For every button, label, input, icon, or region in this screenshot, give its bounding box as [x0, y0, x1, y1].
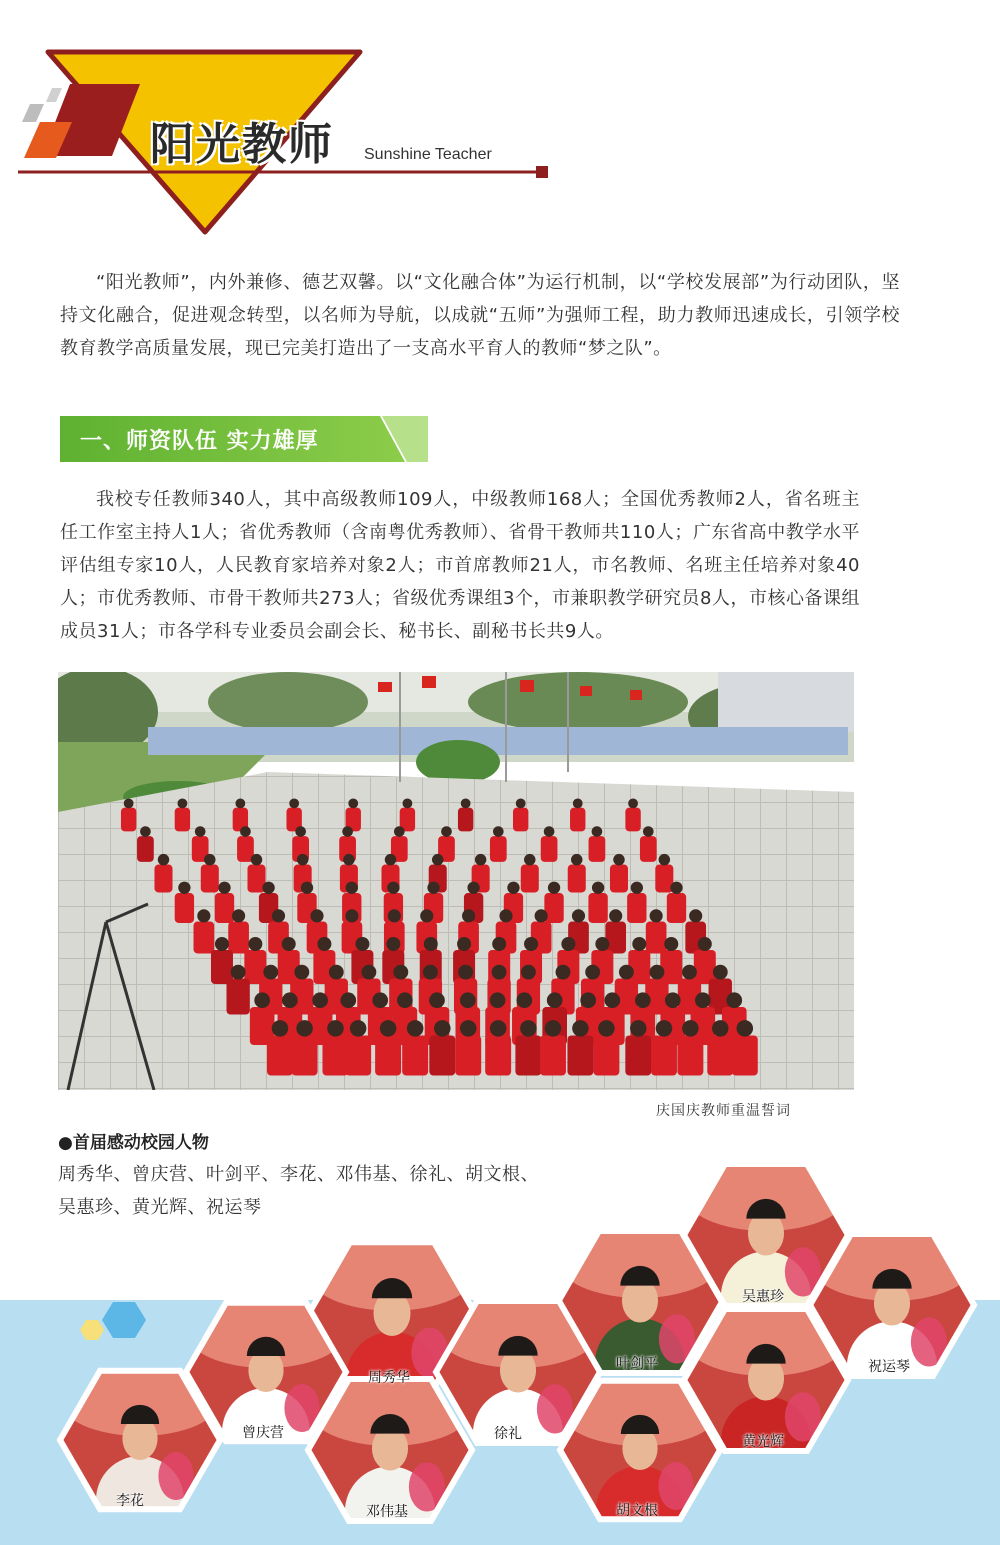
portrait-name: 周秀华	[368, 1370, 410, 1387]
staff-paragraph: 我校专任教师340人，其中高级教师109人，中级教师168人；全国优秀教师2人，省名班主任工作室主持人1人；省优秀教师（含南粤优秀教师）、省骨干教师共110人；广东省高中教学水平评估组专家10人，人民教育家培养对象2人；市首席教师21人，市名教师、名班主任培养对象40人；市优秀教师、市骨干教师共273人；省级优秀课组3个，市兼职教学研究员8人，市核心备课组成员31人；市各学科专业委员会副会长、秘书长、副秘书长共9人。	[60, 489, 860, 642]
portrait-name: 曾庆营	[242, 1424, 284, 1441]
portrait-name: 吴惠珍	[742, 1288, 784, 1305]
decor-hex-yellow	[80, 1320, 104, 1340]
portrait-name: 祝运琴	[868, 1358, 910, 1375]
portrait-name: 李花	[116, 1492, 144, 1509]
portrait-name: 黄光辉	[742, 1433, 784, 1450]
decor-hex-blue	[102, 1302, 146, 1338]
award-names-line-2: 吴惠珍、黄光辉、祝运琴	[58, 1197, 262, 1218]
page-title: 阳光教师	[150, 119, 334, 170]
portrait-name: 叶剑平	[616, 1355, 658, 1372]
award-heading: ●首届感动校园人物	[58, 1133, 209, 1153]
header-stripe-gray-small	[46, 88, 62, 102]
award-names-line-1: 周秀华、曾庆营、叶剑平、李花、邓伟基、徐礼、胡文根、	[58, 1164, 539, 1185]
teachers-oath-photo	[58, 672, 854, 1090]
section-title: 一、师资队伍 实力雄厚	[80, 429, 319, 454]
intro-paragraph: “阳光教师”，内外兼修、德艺双馨。以“文化融合体”为运行机制，以“学校发展部”为行动团队，坚持文化融合，促进观念转型，以名师为导航，以成就“五师”为强师工程，助力教师迅速成长，引领学校教育教学高质量发展，现已完美打造出了一支高水平育人的教师“梦之队”。	[60, 272, 900, 359]
portrait-name: 胡文根	[616, 1502, 658, 1519]
portrait-name: 徐礼	[494, 1425, 522, 1442]
page-subtitle: Sunshine Teacher	[364, 146, 492, 163]
photo-caption: 庆国庆教师重温誓词	[656, 1103, 791, 1119]
portrait-name: 邓伟基	[366, 1503, 408, 1520]
header-stripe-gray	[22, 104, 44, 122]
portrait-hex-collage	[0, 1150, 1000, 1545]
